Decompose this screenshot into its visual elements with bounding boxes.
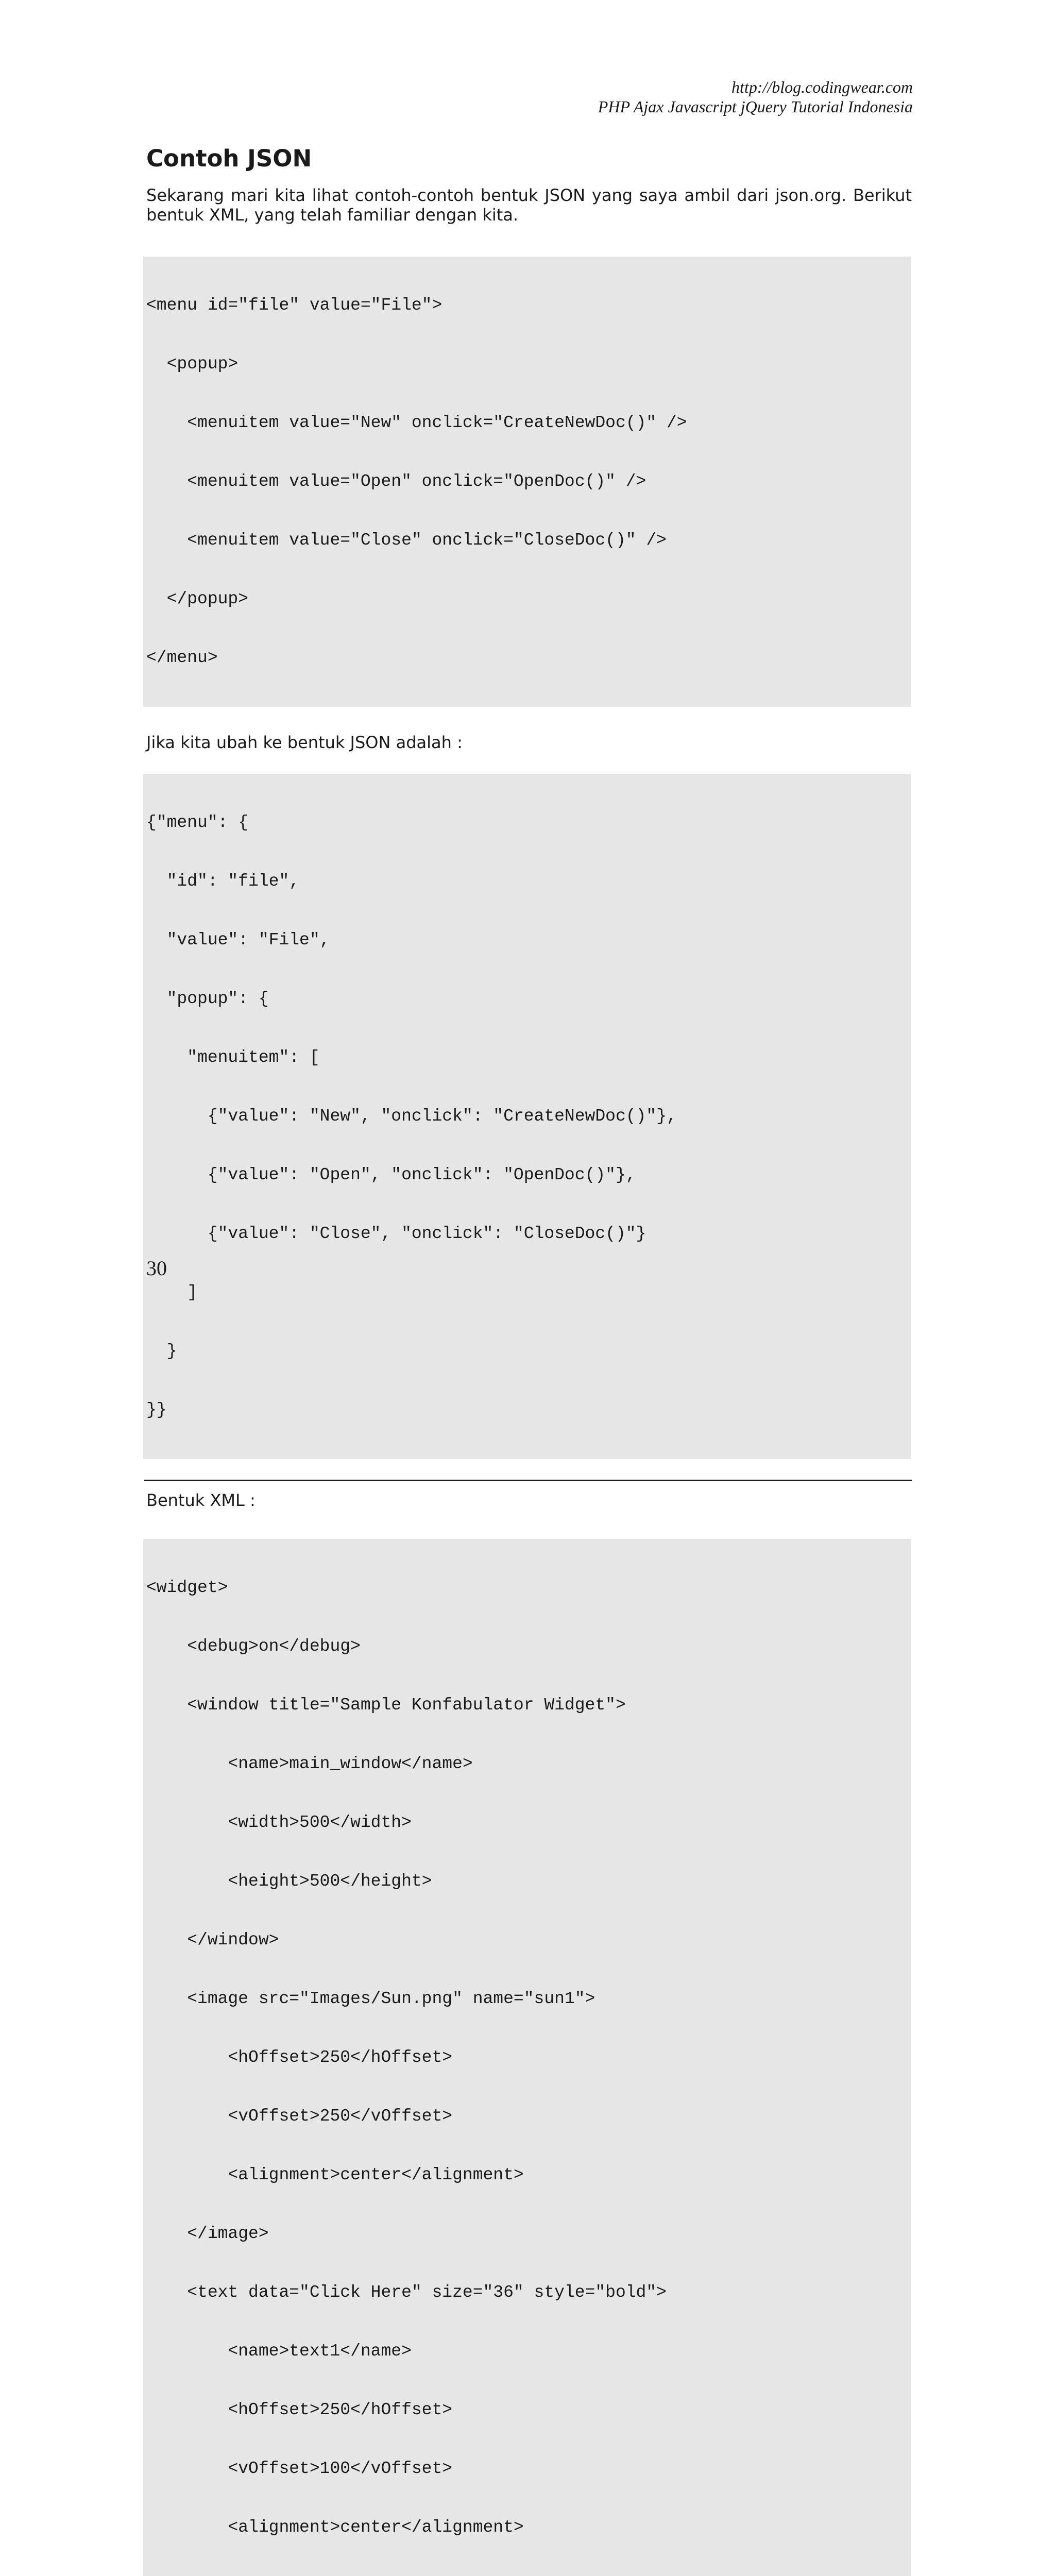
code-line: <hOffset>250</hOffset>: [146, 2048, 453, 2067]
code-line: {"value": "New", "onclick": "CreateNewDoc()"},: [146, 1107, 677, 1126]
code-line: <menuitem value="Open" onclick="OpenDoc()" />: [146, 472, 646, 491]
code-line: <menuitem value="New" onclick="CreateNewDoc()" />: [146, 413, 687, 432]
code-line: </popup>: [146, 589, 249, 608]
header-subtitle: PHP Ajax Javascript jQuery Tutorial Indonesia: [598, 97, 913, 116]
code-line: }: [146, 1342, 177, 1361]
code-line: "popup": {: [146, 989, 269, 1008]
code-line: <vOffset>250</vOffset>: [146, 2107, 453, 2126]
code-line: <name>text1</name>: [146, 2342, 412, 2361]
code-line: "value": "File",: [146, 930, 330, 950]
code-line: ]: [146, 1283, 198, 1302]
code-line: <debug>on</debug>: [146, 1637, 361, 1656]
intro-paragraph: Sekarang mari kita lihat contoh-contoh bentuk JSON yang saya ambil dari json.org. Berikut bentuk XML, yang telah familiar dengan kita.: [146, 185, 912, 225]
code-line: <vOffset>100</vOffset>: [146, 2459, 453, 2478]
page-number: 30: [146, 1257, 167, 1280]
code-line: <alignment>center</alignment>: [146, 2165, 524, 2184]
code-block-xml-widget: [143, 1539, 911, 2576]
code-line: </image>: [146, 2224, 269, 2243]
code-line: {"menu": {: [146, 813, 249, 832]
code-line: {"value": "Open", "onclick": "OpenDoc()"},: [146, 1165, 636, 1184]
code-block-xml-menu: [143, 257, 911, 707]
code-line: <image src="Images/Sun.png" name="sun1">: [146, 1989, 595, 2008]
code-line: <name>main_window</name>: [146, 1754, 473, 1773]
code-line: <hOffset>250</hOffset>: [146, 2400, 453, 2419]
code-line: }}: [146, 1400, 167, 1419]
code-line: </menu>: [146, 648, 218, 667]
xml-label: Bentuk XML :: [146, 1490, 256, 1510]
code-line: <widget>: [146, 1578, 228, 1597]
page-header: [598, 77, 913, 116]
code-line: {"value": "Close", "onclick": "CloseDoc()"}: [146, 1224, 646, 1243]
header-url: http://blog.codingwear.com: [731, 78, 913, 96]
section-title: Contoh JSON: [146, 145, 312, 172]
code-line: "id": "file",: [146, 872, 300, 891]
page-content: [146, 142, 912, 2576]
json-label: Jika kita ubah ke bentuk JSON adalah :: [146, 733, 463, 752]
code-line: <window title="Sample Konfabulator Widget">: [146, 1696, 626, 1715]
code-line: </window>: [146, 1930, 279, 1950]
code-line: <width>500</width>: [146, 1813, 412, 1832]
code-line: <menuitem value="Close" onclick="CloseDoc()" />: [146, 531, 667, 550]
code-line: <alignment>center</alignment>: [146, 2518, 524, 2537]
code-line: <menu id="file" value="File">: [146, 296, 443, 315]
code-line: "menuitem": [: [146, 1048, 320, 1067]
code-block-json-menu: [143, 774, 911, 1459]
code-line: <text data="Click Here" size="36" style="bold">: [146, 2283, 667, 2302]
code-line: <height>500</height>: [146, 1872, 432, 1891]
code-line: <popup>: [146, 354, 239, 374]
